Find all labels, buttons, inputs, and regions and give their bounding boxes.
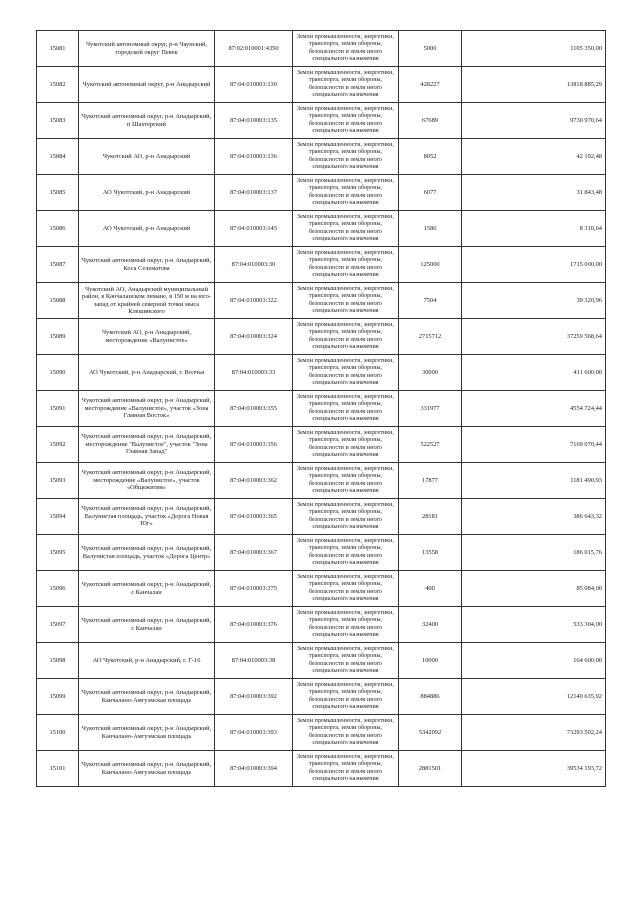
area-cell: 125000 bbox=[399, 247, 462, 283]
cadastral-value-cell: 39534 193,72 bbox=[462, 751, 606, 787]
area-cell: 28181 bbox=[399, 499, 462, 535]
land-category-cell: Земли промышленности, энергетики, транспорта, земли обороны, безопасности и земли иного специального назначения bbox=[293, 103, 399, 139]
cadastral-value-cell: 411 600,00 bbox=[462, 355, 606, 391]
cadastral-value-cell: 8 310,64 bbox=[462, 211, 606, 247]
land-plots-table bbox=[36, 30, 606, 787]
cadastral-number-cell: 87:04:010003:393 bbox=[215, 715, 293, 751]
cadastral-number-cell: 87:04:010003:394 bbox=[215, 751, 293, 787]
location-cell: АО Чукотский, р-н Анадырский, г. Волчья bbox=[79, 355, 215, 391]
table-row bbox=[37, 571, 606, 607]
land-category-cell: Земли промышленности, энергетики, транспорта, земли обороны, безопасности и земли иного специального назначения bbox=[293, 391, 399, 427]
area-cell: 884886 bbox=[399, 679, 462, 715]
cadastral-value-cell: 9730 970,64 bbox=[462, 103, 606, 139]
row-number: 15094 bbox=[37, 499, 79, 535]
cadastral-value-cell: 31 843,48 bbox=[462, 175, 606, 211]
area-cell: 8052 bbox=[399, 139, 462, 175]
table-row bbox=[37, 355, 606, 391]
table-row bbox=[37, 607, 606, 643]
area-cell: 10000 bbox=[399, 643, 462, 679]
cadastral-number-cell: 87:04:010003:376 bbox=[215, 607, 293, 643]
row-number: 15100 bbox=[37, 715, 79, 751]
row-number: 15082 bbox=[37, 67, 79, 103]
area-cell: 2881501 bbox=[399, 751, 462, 787]
cadastral-value-cell: 37259 568,64 bbox=[462, 319, 606, 355]
cadastral-number-cell: 87:04:010003:130 bbox=[215, 67, 293, 103]
cadastral-number-cell: 87:04:010003:365 bbox=[215, 499, 293, 535]
location-cell: Чукотский АО, Анадырский муниципальный район, в Канчаланском лимане, в 150 м на юго-запад от крайней северной точки мыса Клешинского bbox=[79, 283, 215, 319]
table-row bbox=[37, 427, 606, 463]
cadastral-number-cell: 87:04:010003:324 bbox=[215, 319, 293, 355]
cadastral-value-cell: 1715 000,00 bbox=[462, 247, 606, 283]
cadastral-number-cell: 87:02:010001:4350 bbox=[215, 31, 293, 67]
cadastral-number-cell: 87:04:010003:33 bbox=[215, 355, 293, 391]
location-cell: АО Чукотский, р-н Анадырский bbox=[79, 175, 215, 211]
land-category-cell: Земли промышленности, энергетики, транспорта, земли обороны, безопасности и земли иного специального назначения bbox=[293, 643, 399, 679]
cadastral-value-cell: 85 084,00 bbox=[462, 571, 606, 607]
row-number: 15092 bbox=[37, 427, 79, 463]
row-number: 15084 bbox=[37, 139, 79, 175]
location-cell: Чукотский автономный округ, р-н Анадырский, с Канчалан bbox=[79, 571, 215, 607]
row-number: 15093 bbox=[37, 463, 79, 499]
location-cell: Чукотский автономный округ, р-н Анадырский, Канчалано-Амгуэмская площадь bbox=[79, 715, 215, 751]
row-number: 15096 bbox=[37, 571, 79, 607]
location-cell: Чукотский автономный округ, р-н Анадырский, месторождение «Валунистое», участок «Зона Главная Восток» bbox=[79, 391, 215, 427]
location-cell: Чукотский автономный округ, р-н Анадырский bbox=[79, 67, 215, 103]
location-cell: Чукотский автономный округ, р-н Анадырский, Валунистая площадь, участок «Дорога Новая Юг» bbox=[79, 499, 215, 535]
location-cell: Чукотский автономный округ, р-н Анадырский, месторождение «Валунистое», участок «Общежития» bbox=[79, 463, 215, 499]
area-cell: 400 bbox=[399, 571, 462, 607]
table-row bbox=[37, 67, 606, 103]
cadastral-number-cell: 87:04:010003:375 bbox=[215, 571, 293, 607]
land-category-cell: Земли промышленности, энергетики, транспорта, земли обороны, безопасности и земли иного специального назначения bbox=[293, 535, 399, 571]
land-category-cell: Земли промышленности, энергетики, транспорта, земли обороны, безопасности и земли иного специального назначения bbox=[293, 715, 399, 751]
row-number: 15090 bbox=[37, 355, 79, 391]
area-cell: 17877 bbox=[399, 463, 462, 499]
row-number: 15089 bbox=[37, 319, 79, 355]
land-category-cell: Земли промышленности, энергетики, транспорта, земли обороны, безопасности и земли иного специального назначения bbox=[293, 571, 399, 607]
cadastral-number-cell: 87:04:010003:145 bbox=[215, 211, 293, 247]
area-cell: 2715712 bbox=[399, 319, 462, 355]
cadastral-value-cell: 7169 070,44 bbox=[462, 427, 606, 463]
area-cell: 13558 bbox=[399, 535, 462, 571]
area-cell: 32400 bbox=[399, 607, 462, 643]
area-cell: 5342092 bbox=[399, 715, 462, 751]
table-row bbox=[37, 751, 606, 787]
cadastral-number-cell: 87:04:010003:362 bbox=[215, 463, 293, 499]
table-row bbox=[37, 535, 606, 571]
area-cell: 1586 bbox=[399, 211, 462, 247]
land-category-cell: Земли промышленности, энергетики, транспорта, земли обороны, безопасности и земли иного специального назначения bbox=[293, 427, 399, 463]
cadastral-number-cell: 87:04:010003:367 bbox=[215, 535, 293, 571]
cadastral-number-cell: 87:04:010003:136 bbox=[215, 139, 293, 175]
cadastral-value-cell: 73293 502,24 bbox=[462, 715, 606, 751]
table-row bbox=[37, 247, 606, 283]
cadastral-number-cell: 87:04:010003:322 bbox=[215, 283, 293, 319]
row-number: 15095 bbox=[37, 535, 79, 571]
cadastral-value-cell: 42 192,48 bbox=[462, 139, 606, 175]
location-cell: АО Чукотский, р-н Анадырский bbox=[79, 211, 215, 247]
table-row bbox=[37, 391, 606, 427]
land-category-cell: Земли промышленности, энергетики, транспорта, земли обороны, безопасности и земли иного специального назначения bbox=[293, 67, 399, 103]
area-cell: 7504 bbox=[399, 283, 462, 319]
land-category-cell: Земли промышленности, энергетики, транспорта, земли обороны, безопасности и земли иного специального назначения bbox=[293, 463, 399, 499]
land-category-cell: Земли промышленности, энергетики, транспорта, земли обороны, безопасности и земли иного специального назначения bbox=[293, 607, 399, 643]
cadastral-number-cell: 87:04:010003:356 bbox=[215, 427, 293, 463]
row-number: 15091 bbox=[37, 391, 79, 427]
table-row bbox=[37, 499, 606, 535]
land-category-cell: Земли промышленности, энергетики, транспорта, земли обороны, безопасности и земли иного специального назначения bbox=[293, 355, 399, 391]
table-row bbox=[37, 679, 606, 715]
table-row bbox=[37, 211, 606, 247]
land-category-cell: Земли промышленности, энергетики, транспорта, земли обороны, безопасности и земли иного специального назначения bbox=[293, 247, 399, 283]
cadastral-value-cell: 386 643,32 bbox=[462, 499, 606, 535]
row-number: 15097 bbox=[37, 607, 79, 643]
cadastral-value-cell: 4554 724,44 bbox=[462, 391, 606, 427]
cadastral-value-cell: 12140 635,92 bbox=[462, 679, 606, 715]
table-row bbox=[37, 715, 606, 751]
table-row bbox=[37, 283, 606, 319]
table-row bbox=[37, 463, 606, 499]
row-number: 15099 bbox=[37, 679, 79, 715]
table-row bbox=[37, 31, 606, 67]
land-category-cell: Земли промышленности, энергетики, транспорта, земли обороны, безопасности и земли иного специального назначения bbox=[293, 499, 399, 535]
location-cell: Чукотский автономный округ, р-н Анадырский, Канчалано-Амгуэмская площадь bbox=[79, 751, 215, 787]
table-row bbox=[37, 175, 606, 211]
land-category-cell: Земли промышленности, энергетики, транспорта, земли обороны, безопасности и земли иного специального назначения bbox=[293, 679, 399, 715]
location-cell: Чукотский АО, р-н Анадырский, месторождение «Валунистое» bbox=[79, 319, 215, 355]
area-cell: 67689 bbox=[399, 103, 462, 139]
row-number: 15085 bbox=[37, 175, 79, 211]
location-cell: Чукотский автономный округ, р-н Анадырский, Канчалано-Амгуэмская площадь bbox=[79, 679, 215, 715]
location-cell: Чукотский автономный округ, р-н Анадырский, месторождение "Валунистое", участок "Зона Главная Запад" bbox=[79, 427, 215, 463]
area-cell: 6077 bbox=[399, 175, 462, 211]
land-category-cell: Земли промышленности, энергетики, транспорта, земли обороны, безопасности и земли иного специального назначения bbox=[293, 319, 399, 355]
row-number: 15087 bbox=[37, 247, 79, 283]
area-cell: 30000 bbox=[399, 355, 462, 391]
cadastral-value-cell: 533 304,00 bbox=[462, 607, 606, 643]
area-cell: 428227 bbox=[399, 67, 462, 103]
table-row bbox=[37, 103, 606, 139]
cadastral-value-cell: 186 015,76 bbox=[462, 535, 606, 571]
cadastral-number-cell: 87:04:010003:392 bbox=[215, 679, 293, 715]
cadastral-number-cell: 87:04:010003:135 bbox=[215, 103, 293, 139]
location-cell: Чукотский автономный округ, р-н Чаунский, городской округ Певек bbox=[79, 31, 215, 67]
cadastral-value-cell: 1181 490,93 bbox=[462, 463, 606, 499]
row-number: 15088 bbox=[37, 283, 79, 319]
land-category-cell: Земли промышленности, энергетики, транспорта, земли обороны, безопасности и земли иного специального назначения bbox=[293, 175, 399, 211]
location-cell: Чукотский автономный округ, р-н Анадырский, Валунистая площадь, участок «Дорога Центр» bbox=[79, 535, 215, 571]
location-cell: АО Чукотский, р-н Анадырский, г. Г-16 bbox=[79, 643, 215, 679]
location-cell: Чукотский АО, р-н Анадырский bbox=[79, 139, 215, 175]
land-category-cell: Земли промышленности, энергетики, транспорта, земли обороны, безопасности и земли иного специального назначения bbox=[293, 751, 399, 787]
cadastral-number-cell: 87:04:010003:355 bbox=[215, 391, 293, 427]
cadastral-number-cell: 87:04:010003:30 bbox=[215, 247, 293, 283]
cadastral-number-cell: 87:04:010003:38 bbox=[215, 643, 293, 679]
location-cell: Чукотский автономный округ, р-н Анадырский, с Канчалан bbox=[79, 607, 215, 643]
area-cell: 5000 bbox=[399, 31, 462, 67]
cadastral-value-cell: 1105 350,00 bbox=[462, 31, 606, 67]
row-number: 15086 bbox=[37, 211, 79, 247]
land-category-cell: Земли промышленности, энергетики, транспорта, земли обороны, безопасности и земли иного специального назначения bbox=[293, 139, 399, 175]
land-category-cell: Земли промышленности, энергетики, транспорта, земли обороны, безопасности и земли иного специального назначения bbox=[293, 211, 399, 247]
location-cell: Чукотский автономный округ, р-н Анадырский, п Шахтерский bbox=[79, 103, 215, 139]
location-cell: Чукотский автономный округ, р-н Анадырский, Коса Селематова bbox=[79, 247, 215, 283]
cadastral-value-cell: 164 600,00 bbox=[462, 643, 606, 679]
table-row bbox=[37, 643, 606, 679]
area-cell: 331977 bbox=[399, 391, 462, 427]
cadastral-value-cell: 39 320,96 bbox=[462, 283, 606, 319]
cadastral-value-cell: 13818 885,29 bbox=[462, 67, 606, 103]
land-category-cell: Земли промышленности, энергетики, транспорта, земли обороны, безопасности и земли иного специального назначения bbox=[293, 283, 399, 319]
land-category-cell: Земли промышленности, энергетики, транспорта, земли обороны, безопасности и земли иного специального назначения bbox=[293, 31, 399, 67]
area-cell: 522527 bbox=[399, 427, 462, 463]
table-row bbox=[37, 139, 606, 175]
cadastral-number-cell: 87:04:010003:137 bbox=[215, 175, 293, 211]
row-number: 15081 bbox=[37, 31, 79, 67]
row-number: 15101 bbox=[37, 751, 79, 787]
table-body bbox=[37, 31, 606, 787]
table-row bbox=[37, 319, 606, 355]
row-number: 15083 bbox=[37, 103, 79, 139]
row-number: 15098 bbox=[37, 643, 79, 679]
